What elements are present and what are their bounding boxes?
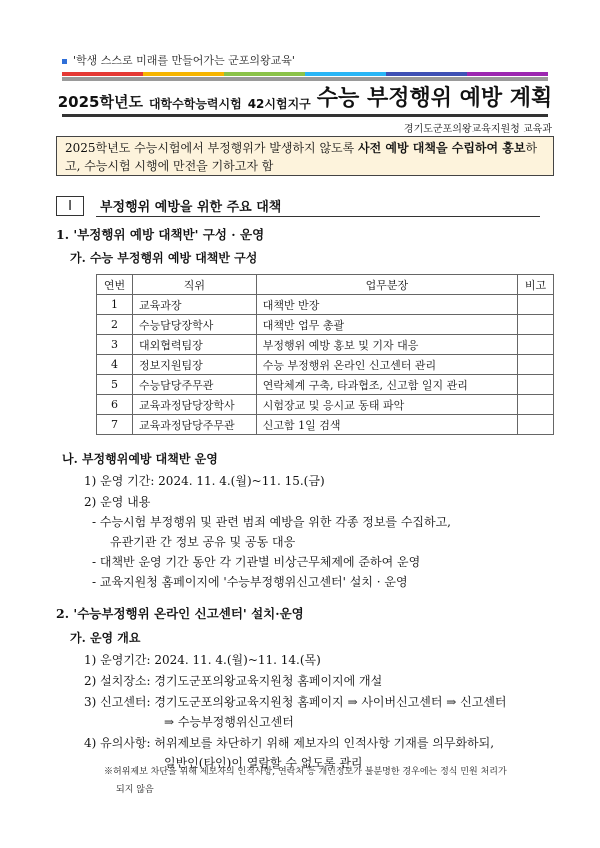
item1-heading: 1. '부정행위 예방 대책반' 구성 · 운영	[56, 227, 265, 242]
title-district: 42시험지구	[247, 97, 311, 111]
center-path: 3) 신고센터: 경기도군포의왕교육지원청 홈페이지 ⇒ 사이버신고센터 ⇒ 신고센터	[84, 695, 507, 709]
section-number: Ⅰ	[56, 196, 84, 216]
cell-note	[518, 395, 554, 415]
table-row	[97, 375, 554, 395]
table-row	[97, 355, 554, 375]
section-underline	[96, 216, 540, 217]
cell-note	[518, 295, 554, 315]
color-stripe-segment	[305, 72, 386, 76]
cell-note	[518, 355, 554, 375]
cell-no: 2	[97, 315, 133, 335]
color-stripe-segment	[386, 72, 467, 76]
cell-position: 수능담당주무관	[132, 375, 256, 395]
center-location: 2) 설치장소: 경기도군포의왕교육지원청 홈페이지에 개설	[84, 674, 383, 688]
table-row	[97, 295, 554, 315]
title-underline	[62, 114, 548, 117]
color-stripe-segment	[467, 72, 548, 76]
table-row	[97, 415, 554, 435]
cell-duty: 신고함 1일 검색	[256, 415, 517, 435]
title-year: 2025학년도	[57, 93, 143, 111]
color-stripe-segment	[143, 72, 224, 76]
table-header-row	[97, 275, 554, 295]
bullet-square-icon	[62, 59, 67, 64]
cell-note	[518, 375, 554, 395]
content-item-2: - 대책반 운영 기간 동안 각 기관별 비상근무체제에 준하여 운영	[92, 555, 421, 569]
header-position: 직위	[132, 275, 256, 295]
footnote: ※허위제보 차단을 위해 제보자의 인적사항, 연락처 등 개인정보가 불분명한 경우에는 정식 민원 처리가	[104, 767, 507, 777]
slogan-text: '학생 스스로 미래를 만들어가는 군포의왕교육'	[73, 54, 295, 67]
header-no: 연번	[97, 275, 133, 295]
cell-duty: 대책반 업무 총괄	[256, 315, 517, 335]
intro-text-2: 하고, 수능시험 시행에 만전을 기하고자 함	[65, 141, 538, 173]
cell-duty: 시험장교 및 응시교 동태 파악	[256, 395, 517, 415]
cell-note	[518, 415, 554, 435]
cell-duty: 수능 부정행위 온라인 신고센터 관리	[256, 355, 517, 375]
item1-sub-a: 가. 수능 부정행위 예방 대책반 구성	[70, 251, 258, 265]
cell-no: 3	[97, 335, 133, 355]
roles-table	[96, 274, 554, 435]
cell-note	[518, 335, 554, 355]
center-caution: 4) 유의사항: 허위제보를 차단하기 위해 제보자의 인적사항 기재를 의무화하되,	[84, 736, 495, 750]
cell-position: 대외협력팀장	[132, 335, 256, 355]
color-stripe-segment	[224, 72, 305, 76]
item2-heading: 2. '수능부정행위 온라인 신고센터' 설치·운영	[56, 606, 304, 621]
cell-position: 교육과정담당장학사	[132, 395, 256, 415]
header-duty: 업무분장	[256, 275, 517, 295]
cell-position: 정보지원팀장	[132, 355, 256, 375]
cell-no: 5	[97, 375, 133, 395]
color-stripe-segment	[62, 72, 143, 76]
intro-bold: 사전 예방 대책을 수립하여 홍보	[358, 141, 526, 155]
table-row	[97, 395, 554, 415]
slogan	[62, 52, 295, 68]
page-title	[57, 82, 553, 112]
cell-no: 7	[97, 415, 133, 435]
cell-no: 6	[97, 395, 133, 415]
department: 경기도군포의왕교육지원청 교육과	[403, 124, 552, 135]
content-item-1-cont: 유관기관 간 정보 공유 및 공동 대응	[110, 535, 296, 549]
cell-duty: 연락체계 구축, 타과협조, 신고함 일지 관리	[256, 375, 517, 395]
cell-position: 수능담당장학사	[132, 315, 256, 335]
cell-position: 교육과장	[132, 295, 256, 315]
intro-box	[56, 136, 554, 176]
header-note: 비고	[518, 275, 554, 295]
section-title: 부정행위 예방을 위한 주요 대책	[100, 200, 282, 215]
cell-no: 1	[97, 295, 133, 315]
center-period: 1) 운영기간: 2024. 11. 4.(월)~11. 14.(목)	[84, 653, 321, 667]
title-main: 수능 부정행위 예방 계획	[316, 86, 553, 111]
operation-content: 2) 운영 내용	[84, 495, 151, 509]
cell-duty: 대책반 반장	[256, 295, 517, 315]
intro-text-1: 2025학년도 수능시험에서 부정행위가 발생하지 않도록	[65, 141, 359, 155]
cell-no: 4	[97, 355, 133, 375]
cell-position: 교육과정담당주무관	[132, 415, 256, 435]
center-path-cont: ⇒ 수능부정행위신고센터	[164, 715, 294, 729]
center-caution-cont: 일반인(타인)이 열람할 수 없도록 관리	[164, 756, 363, 770]
table-row	[97, 315, 554, 335]
table-row	[97, 335, 554, 355]
item1-sub-b: 나. 부정행위예방 대책반 운영	[62, 452, 218, 466]
title-exam: 대학수학능력시험	[148, 97, 242, 111]
item2-sub-a: 가. 운영 개요	[70, 631, 141, 645]
color-stripe	[62, 72, 548, 76]
footnote-cont: 되지 않음	[116, 785, 154, 795]
content-item-3: - 교육지원청 홈페이지에 '수능부정행위신고센터' 설치 · 운영	[92, 575, 408, 589]
operation-period: 1) 운영 기간: 2024. 11. 4.(월)~11. 15.(금)	[84, 474, 325, 488]
cell-note	[518, 315, 554, 335]
content-item-1: - 수능시험 부정행위 및 관련 범죄 예방을 위한 각종 정보를 수집하고,	[92, 515, 451, 529]
cell-duty: 부정행위 예방 홍보 및 기자 대응	[256, 335, 517, 355]
